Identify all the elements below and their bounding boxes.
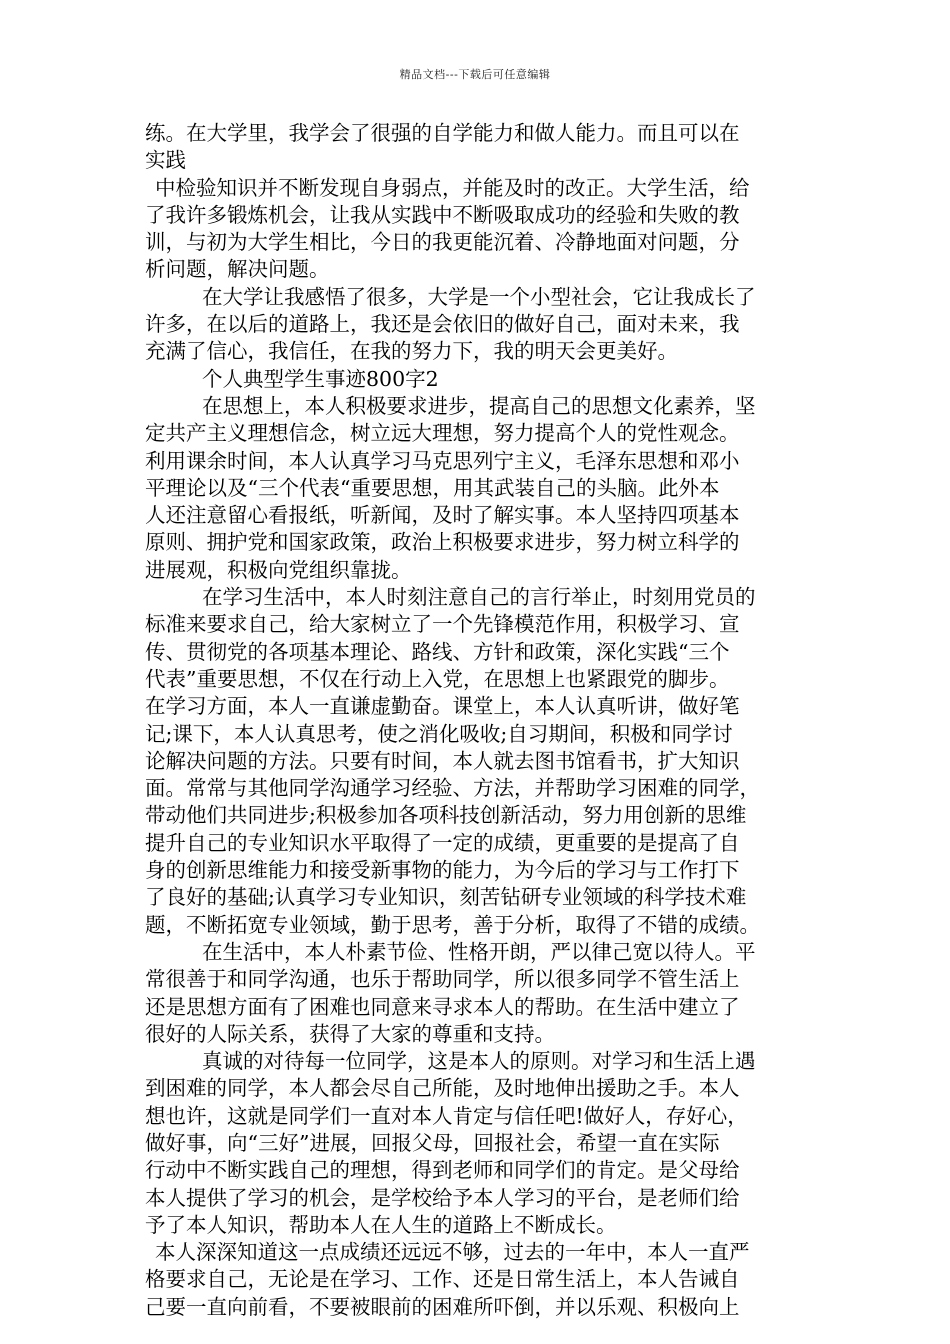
text-line: 许多，在以后的道路上，我还是会依旧的做好自己，面对未来，我 <box>145 312 740 337</box>
text-line: 在生活中，本人朴素节俭、性格开朗，严以律己宽以待人。平 <box>202 939 756 964</box>
text-line: 在大学让我感悟了很多，大学是一个小型社会，它让我成长了 <box>202 284 756 309</box>
text-line: 标准来要求自己，给大家树立了一个先锋模范作用，积极学习、宣 <box>145 612 740 637</box>
text-line: 平理论以及“三个代表“重要思想，用其武装自己的头脑。此外本 <box>145 475 720 500</box>
text-line: 还是思想方面有了困难也同意来寻求本人的帮助。在生活中建立了 <box>145 994 740 1019</box>
page-header: 精品文档---下载后可任意编辑 <box>399 68 551 81</box>
text-line: 进展观，积极向党组织靠拢。 <box>145 557 412 582</box>
text-line: 利用课余时间，本人认真学习马克思列宁主义，毛泽东思想和邓小 <box>145 448 740 473</box>
text-line: 了我许多锻炼机会，让我从实践中不断吸取成功的经验和失败的教 <box>145 202 740 227</box>
text-line: 实践 <box>145 148 186 173</box>
text-line: 本人深深知道这一点成绩还远远不够，过去的一年中，本人一直严 <box>155 1240 750 1265</box>
text-line: 中检验知识并不断发现自身弱点，并能及时的改正。大学生活，给 <box>155 175 750 200</box>
document-body <box>145 120 815 1321</box>
text-line: 定共产主义理想信念，树立远大理想，努力提高个人的党性观念。 <box>145 421 740 446</box>
text-line: 练。在大学里，我学会了很强的自学能力和做人能力。而且可以在 <box>145 121 740 145</box>
text-line: 很好的人际关系，获得了大家的尊重和支持。 <box>145 1021 555 1046</box>
text-line: 面。常常与其他同学沟通学习经验、方法，并帮助学习困难的同学， <box>145 776 760 801</box>
text-line: 记;课下，本人认真思考，使之消化吸收;自习期间，积极和同学讨 <box>145 721 733 746</box>
text-line: 提升自己的专业知识水平取得了一定的成绩，更重要的是提高了自 <box>145 830 740 855</box>
text-line: 行动中不断实践自己的理想，得到老师和同学们的肯定。是父母给 <box>145 1158 740 1183</box>
text-line: 常很善于和同学沟通，也乐于帮助同学，所以很多同学不管生活上 <box>145 967 740 992</box>
text-line: 代表”重要思想，不仅在行动上入党，在思想上也紧跟党的脚步。 <box>145 666 730 691</box>
text-line: 己要一直向前看，不要被眼前的困难所吓倒，并以乐观、积极向上 <box>145 1294 740 1319</box>
text-line: 析问题，解决问题。 <box>145 257 330 282</box>
text-line: 训，与初为大学生相比，今日的我更能沉着、冷静地面对问题，分 <box>145 230 740 255</box>
text-line: 做好事，向“三好”进展，回报父母，回报社会，希望一直在实际 <box>145 1130 720 1155</box>
text-line: 带动他们共同进步;积极参加各项科技创新活动，努力用创新的思维 <box>145 803 747 828</box>
text-line: 想也许，这就是同学们一直对本人肯定与信任吧!做好人，存好心， <box>145 1103 748 1128</box>
text-line: 了良好的基础;认真学习专业知识，刻苦钻研专业领域的科学技术难 <box>145 885 747 910</box>
text-line: 原则、拥护党和国家政策，政治上积极要求进步，努力树立科学的 <box>145 530 740 555</box>
text-line: 格要求自己，无论是在学习、工作、还是日常生活上，本人告诫自 <box>145 1267 740 1292</box>
text-line: 身的创新思维能力和接受新事物的能力，为今后的学习与工作打下 <box>145 858 740 883</box>
text-line: 题，不断拓宽专业领域，勤于思考，善于分析，取得了不错的成绩。 <box>145 912 760 937</box>
text-line: 充满了信心，我信任，在我的努力下，我的明天会更美好。 <box>145 339 678 364</box>
text-line: 传、贯彻党的各项基本理论、路线、方针和政策，深化实践“三个 <box>145 639 730 664</box>
text-line: 在思想上，本人积极要求进步，提高自己的思想文化素养，坚 <box>202 393 756 418</box>
text-line: 予了本人知识，帮助本人在人生的道路上不断成长。 <box>145 1212 617 1237</box>
text-line: 个人典型学生事迹800字2 <box>202 366 439 391</box>
text-line: 在学习生活中，本人时刻注意自己的言行举止，时刻用党员的 <box>202 585 756 610</box>
text-line: 真诚的对待每一位同学，这是本人的原则。对学习和生活上遇 <box>202 1049 756 1074</box>
text-line: 论解决问题的方法。只要有时间，本人就去图书馆看书，扩大知识 <box>145 748 740 773</box>
text-line: 到困难的同学，本人都会尽自己所能，及时地伸出援助之手。本人 <box>145 1076 740 1101</box>
text-line: 本人提供了学习的机会，是学校给予本人学习的平台，是老师们给 <box>145 1185 740 1210</box>
text-line: 在学习方面，本人一直谦虚勤奋。课堂上，本人认真听讲，做好笔 <box>145 694 740 719</box>
text-line: 人还注意留心看报纸，听新闻，及时了解实事。本人坚持四项基本 <box>145 503 740 528</box>
